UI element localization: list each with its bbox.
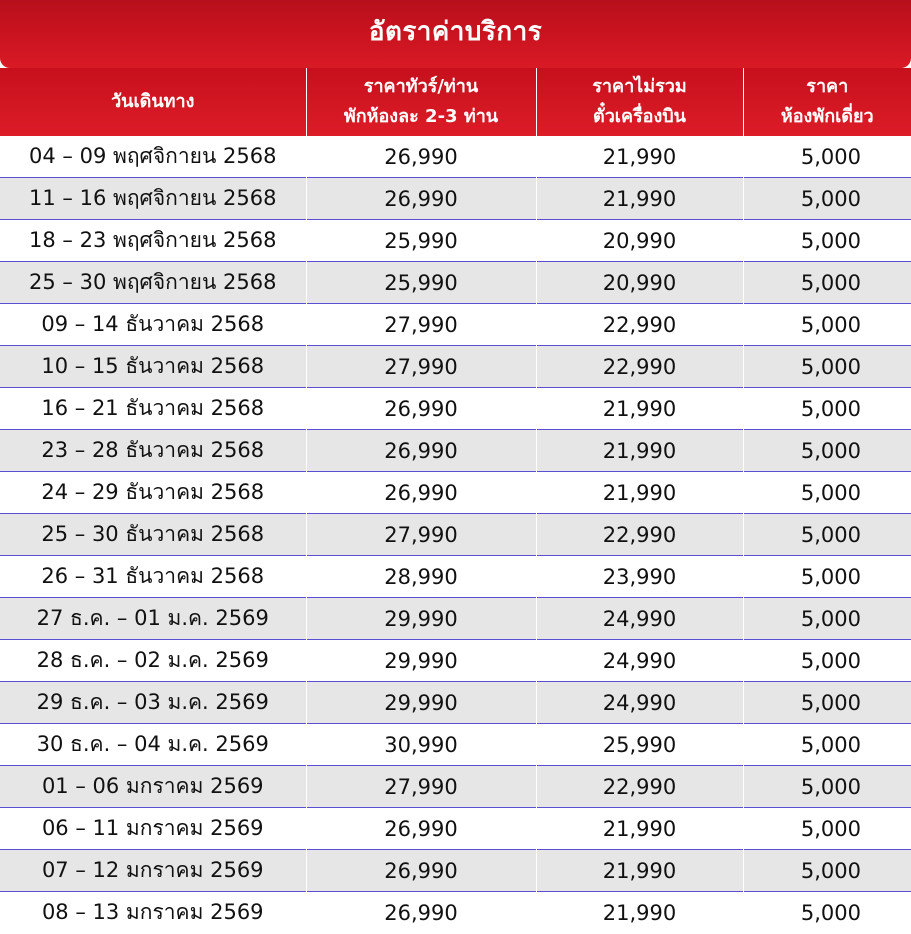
table-row xyxy=(0,262,911,304)
tour-price-cell: 29,990 xyxy=(306,640,536,682)
single-room-price-cell: 5,000 xyxy=(743,178,911,220)
table-row xyxy=(0,178,911,220)
rate-banner xyxy=(0,0,911,68)
header-single-room-line2: ห้องพักเดี่ยว xyxy=(780,106,874,127)
single-room-price-cell: 5,000 xyxy=(743,514,911,556)
header-no-flight-line2: ตั๋วเครื่องบิน xyxy=(593,106,686,127)
single-room-price-cell: 5,000 xyxy=(743,220,911,262)
header-tour-price-line2: พักห้องละ 2-3 ท่าน xyxy=(343,106,499,127)
page-title: อัตราค่าบริการ xyxy=(368,16,543,47)
rate-table-header xyxy=(0,68,911,136)
tour-price-cell: 27,990 xyxy=(306,766,536,808)
tour-price-cell: 29,990 xyxy=(306,598,536,640)
table-row xyxy=(0,304,911,346)
table-row xyxy=(0,220,911,262)
table-row xyxy=(0,556,911,598)
single-room-price-cell: 5,000 xyxy=(743,556,911,598)
no-flight-price-cell: 22,990 xyxy=(536,304,743,346)
travel-date-cell: 30 ธ.ค. – 04 ม.ค. 2569 xyxy=(0,724,306,766)
travel-date-cell: 06 – 11 มกราคม 2569 xyxy=(0,808,306,850)
single-room-price-cell: 5,000 xyxy=(743,808,911,850)
table-row xyxy=(0,136,911,178)
no-flight-price-cell: 21,990 xyxy=(536,430,743,472)
no-flight-price-cell: 22,990 xyxy=(536,766,743,808)
single-room-price-cell: 5,000 xyxy=(743,892,911,934)
header-no-flight-price xyxy=(536,68,743,136)
travel-date-cell: 07 – 12 มกราคม 2569 xyxy=(0,850,306,892)
no-flight-price-cell: 24,990 xyxy=(536,682,743,724)
table-row xyxy=(0,346,911,388)
no-flight-price-cell: 21,990 xyxy=(536,178,743,220)
no-flight-price-cell: 21,990 xyxy=(536,808,743,850)
travel-date-cell: 10 – 15 ธันวาคม 2568 xyxy=(0,346,306,388)
tour-price-cell: 30,990 xyxy=(306,724,536,766)
tour-price-cell: 27,990 xyxy=(306,514,536,556)
tour-price-cell: 26,990 xyxy=(306,472,536,514)
travel-date-cell: 29 ธ.ค. – 03 ม.ค. 2569 xyxy=(0,682,306,724)
no-flight-price-cell: 21,990 xyxy=(536,388,743,430)
single-room-price-cell: 5,000 xyxy=(743,598,911,640)
no-flight-price-cell: 24,990 xyxy=(536,598,743,640)
travel-date-cell: 01 – 06 มกราคม 2569 xyxy=(0,766,306,808)
table-row xyxy=(0,598,911,640)
no-flight-price-cell: 20,990 xyxy=(536,262,743,304)
no-flight-price-cell: 21,990 xyxy=(536,136,743,178)
single-room-price-cell: 5,000 xyxy=(743,304,911,346)
no-flight-price-cell: 21,990 xyxy=(536,892,743,934)
single-room-price-cell: 5,000 xyxy=(743,850,911,892)
single-room-price-cell: 5,000 xyxy=(743,136,911,178)
single-room-price-cell: 5,000 xyxy=(743,724,911,766)
header-travel-date-label: วันเดินทาง xyxy=(111,91,195,112)
table-row xyxy=(0,472,911,514)
travel-date-cell: 27 ธ.ค. – 01 ม.ค. 2569 xyxy=(0,598,306,640)
tour-price-cell: 26,990 xyxy=(306,136,536,178)
travel-date-cell: 16 – 21 ธันวาคม 2568 xyxy=(0,388,306,430)
header-single-room xyxy=(743,68,911,136)
single-room-price-cell: 5,000 xyxy=(743,430,911,472)
no-flight-price-cell: 25,990 xyxy=(536,724,743,766)
table-row xyxy=(0,388,911,430)
tour-price-cell: 25,990 xyxy=(306,220,536,262)
header-tour-price xyxy=(306,68,536,136)
travel-date-cell: 09 – 14 ธันวาคม 2568 xyxy=(0,304,306,346)
table-row xyxy=(0,892,911,934)
single-room-price-cell: 5,000 xyxy=(743,472,911,514)
tour-price-cell: 26,990 xyxy=(306,808,536,850)
travel-date-cell: 25 – 30 พฤศจิกายน 2568 xyxy=(0,262,306,304)
tour-price-cell: 25,990 xyxy=(306,262,536,304)
tour-price-cell: 28,990 xyxy=(306,556,536,598)
tour-price-cell: 26,990 xyxy=(306,388,536,430)
travel-date-cell: 28 ธ.ค. – 02 ม.ค. 2569 xyxy=(0,640,306,682)
single-room-price-cell: 5,000 xyxy=(743,640,911,682)
header-single-room-line1: ราคา xyxy=(806,76,849,97)
single-room-price-cell: 5,000 xyxy=(743,682,911,724)
no-flight-price-cell: 22,990 xyxy=(536,346,743,388)
table-row xyxy=(0,724,911,766)
header-row xyxy=(0,68,911,136)
header-tour-price-line1: ราคาทัวร์/ท่าน xyxy=(363,76,479,97)
travel-date-cell: 24 – 29 ธันวาคม 2568 xyxy=(0,472,306,514)
single-room-price-cell: 5,000 xyxy=(743,346,911,388)
travel-date-cell: 26 – 31 ธันวาคม 2568 xyxy=(0,556,306,598)
tour-price-cell: 27,990 xyxy=(306,346,536,388)
no-flight-price-cell: 23,990 xyxy=(536,556,743,598)
header-travel-date xyxy=(0,68,306,136)
table-row xyxy=(0,682,911,724)
no-flight-price-cell: 21,990 xyxy=(536,472,743,514)
travel-date-cell: 04 – 09 พฤศจิกายน 2568 xyxy=(29,144,277,168)
rate-table-body xyxy=(0,136,911,933)
travel-date-cell: 08 – 13 มกราคม 2569 xyxy=(0,892,306,934)
table-row xyxy=(0,808,911,850)
single-room-price-cell: 5,000 xyxy=(743,766,911,808)
table-row xyxy=(0,514,911,556)
no-flight-price-cell: 24,990 xyxy=(536,640,743,682)
tour-price-cell: 26,990 xyxy=(306,178,536,220)
travel-date-cell: 11 – 16 พฤศจิกายน 2568 xyxy=(0,178,306,220)
no-flight-price-cell: 21,990 xyxy=(536,850,743,892)
single-room-price-cell: 5,000 xyxy=(743,388,911,430)
rate-table xyxy=(0,68,911,933)
single-room-price-cell: 5,000 xyxy=(743,262,911,304)
table-row xyxy=(0,640,911,682)
table-row xyxy=(0,766,911,808)
tour-price-cell: 26,990 xyxy=(306,892,536,934)
table-row xyxy=(0,850,911,892)
no-flight-price-cell: 22,990 xyxy=(536,514,743,556)
travel-date-cell: 25 – 30 ธันวาคม 2568 xyxy=(0,514,306,556)
travel-date-cell: 23 – 28 ธันวาคม 2568 xyxy=(0,430,306,472)
tour-price-cell: 27,990 xyxy=(306,304,536,346)
travel-date-cell: 18 – 23 พฤศจิกายน 2568 xyxy=(0,220,306,262)
no-flight-price-cell: 20,990 xyxy=(536,220,743,262)
table-row xyxy=(0,430,911,472)
tour-price-cell: 29,990 xyxy=(306,682,536,724)
tour-price-cell: 26,990 xyxy=(306,430,536,472)
header-no-flight-line1: ราคาไม่รวม xyxy=(592,76,687,97)
tour-price-cell: 26,990 xyxy=(306,850,536,892)
